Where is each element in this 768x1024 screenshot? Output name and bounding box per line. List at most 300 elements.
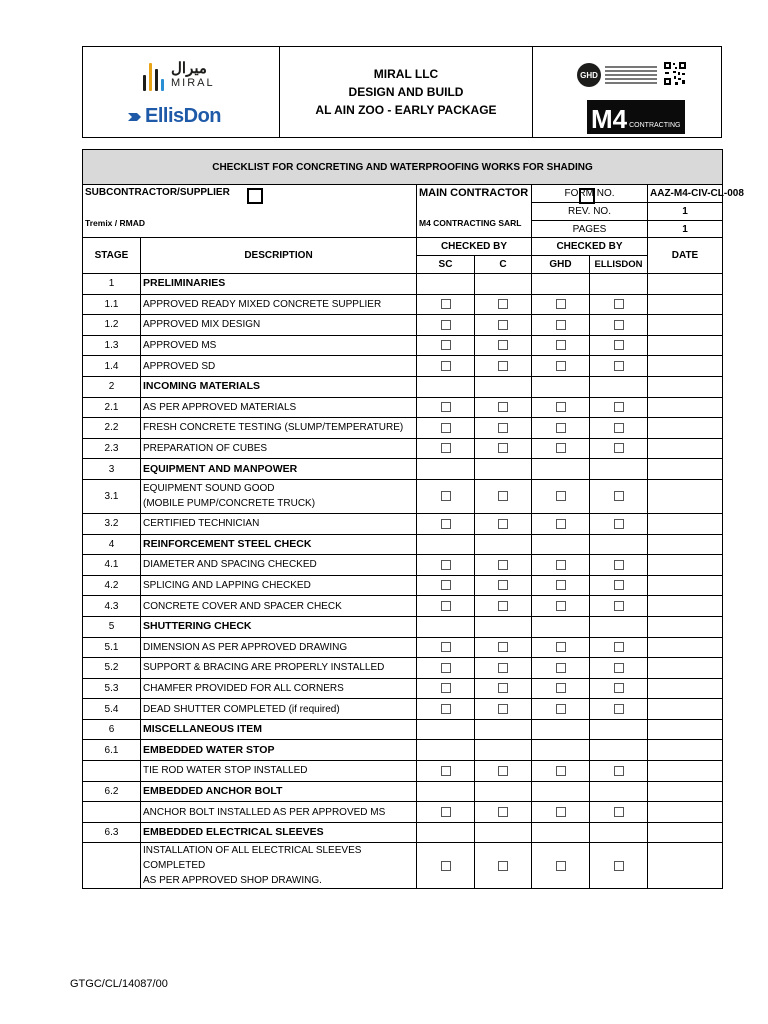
ghd-checkbox[interactable]: [556, 704, 566, 714]
checked-by-header-contractor: CHECKED BY: [417, 238, 532, 256]
row-sc-cell: [417, 637, 475, 658]
ellisdon-checkbox[interactable]: [614, 601, 624, 611]
row-ellisdon-cell: [590, 459, 648, 480]
row-c-cell: [475, 438, 532, 459]
row-stage: 6.2: [83, 781, 141, 802]
row-ghd-cell: [532, 637, 590, 658]
row-ellisdon-cell: [590, 315, 648, 336]
row-ellisdon-cell: [590, 479, 648, 513]
section-row: [83, 740, 723, 761]
main-contractor-checkbox[interactable]: [579, 188, 595, 204]
ellisdon-checkbox[interactable]: [614, 861, 624, 871]
row-c-cell: [475, 356, 532, 377]
sc-checkbox[interactable]: [441, 443, 451, 453]
c-checkbox[interactable]: [498, 683, 508, 693]
row-description-cell: [141, 397, 417, 418]
row-date-cell[interactable]: [648, 274, 723, 295]
row-date-cell[interactable]: [648, 376, 723, 397]
checklist-row: [83, 843, 723, 889]
row-sc-cell: [417, 699, 475, 720]
ellisdon-checkbox[interactable]: [614, 340, 624, 350]
row-description-cell: [141, 294, 417, 315]
row-ghd-cell: [532, 761, 590, 782]
ghd-checkbox[interactable]: [556, 340, 566, 350]
main-contractor-cell: [417, 185, 532, 238]
row-ghd-cell: [532, 740, 590, 761]
section-row: [83, 719, 723, 740]
m4-logo-subtext: CONTRACTING: [629, 122, 681, 129]
row-ellisdon-cell: [590, 438, 648, 459]
ellisdon-checkbox[interactable]: [614, 402, 624, 412]
c-checkbox[interactable]: [498, 299, 508, 309]
row-stage: 2.2: [83, 418, 141, 439]
c-checkbox[interactable]: [498, 766, 508, 776]
main-contractor-value: M4 CONTRACTING SARL: [419, 218, 522, 228]
ellisdon-checkbox[interactable]: [614, 766, 624, 776]
row-c-cell: [475, 740, 532, 761]
stage-header: STAGE: [83, 238, 141, 274]
row-description-cell: [141, 719, 417, 740]
row-sc-cell: [417, 397, 475, 418]
row-date-cell[interactable]: [648, 575, 723, 596]
ghd-checkbox[interactable]: [556, 601, 566, 611]
company-division: DESIGN AND BUILD: [348, 85, 464, 99]
row-ellisdon-cell: [590, 418, 648, 439]
row-stage: 1.3: [83, 335, 141, 356]
ghd-checkbox[interactable]: [556, 560, 566, 570]
row-sc-cell: [417, 294, 475, 315]
sc-checkbox[interactable]: [441, 423, 451, 433]
row-date-cell[interactable]: [648, 294, 723, 315]
row-description: EMBEDDED ELECTRICAL SLEEVES: [143, 826, 324, 839]
sc-checkbox[interactable]: [441, 491, 451, 501]
row-description: CHAMFER PROVIDED FOR ALL CORNERS: [143, 682, 344, 694]
checklist-row: [83, 555, 723, 576]
ghd-checkbox[interactable]: [556, 642, 566, 652]
row-ellisdon-cell: [590, 802, 648, 823]
row-description-cell: [141, 699, 417, 720]
c-checkbox[interactable]: [498, 704, 508, 714]
row-ghd-cell: [532, 616, 590, 637]
section-row: [83, 274, 723, 295]
info-row-1: [83, 185, 723, 203]
row-date-cell[interactable]: [648, 616, 723, 637]
sc-checkbox[interactable]: [441, 519, 451, 529]
miral-english-text: MIRAL: [171, 77, 215, 89]
row-stage: 6.1: [83, 740, 141, 761]
row-description-line2: AS PER APPROVED SHOP DRAWING.: [143, 875, 322, 887]
ellisdon-checkbox[interactable]: [614, 361, 624, 371]
row-date-cell[interactable]: [648, 637, 723, 658]
ellisdon-checkbox[interactable]: [614, 423, 624, 433]
document-code: GTGC/CL/14087/00: [70, 978, 168, 990]
c-checkbox[interactable]: [498, 560, 508, 570]
row-date-cell[interactable]: [648, 459, 723, 480]
sc-checkbox[interactable]: [441, 601, 451, 611]
checklist-row: [83, 438, 723, 459]
client-logos: [83, 47, 280, 137]
row-ghd-cell: [532, 596, 590, 617]
subcontractor-cell: [83, 185, 417, 238]
row-description: PREPARATION OF CUBES: [143, 443, 268, 455]
row-sc-cell: [417, 356, 475, 377]
company-name: MIRAL LLC: [373, 67, 439, 81]
ghd-checkbox[interactable]: [556, 807, 566, 817]
c-checkbox[interactable]: [498, 491, 508, 501]
row-c-cell: [475, 335, 532, 356]
row-sc-cell: [417, 843, 475, 889]
checklist-row: [83, 637, 723, 658]
ghd-checkbox[interactable]: [556, 861, 566, 871]
row-description-cell: [141, 335, 417, 356]
row-date-cell[interactable]: [648, 397, 723, 418]
ellisdon-header: ELLISDON: [590, 256, 648, 274]
row-description: ANCHOR BOLT INSTALLED AS PER APPROVED MS: [143, 806, 386, 818]
ellisdon-checkbox[interactable]: [614, 519, 624, 529]
row-description-cell: [141, 513, 417, 534]
row-stage: 4.2: [83, 575, 141, 596]
row-stage: 2.3: [83, 438, 141, 459]
row-date-cell[interactable]: [648, 740, 723, 761]
row-stage: [83, 843, 141, 889]
ghd-checkbox[interactable]: [556, 766, 566, 776]
row-date-cell[interactable]: [648, 802, 723, 823]
sc-checkbox[interactable]: [441, 560, 451, 570]
company-info: [280, 47, 533, 137]
sc-checkbox[interactable]: [441, 807, 451, 817]
checklist-table: [82, 149, 744, 889]
row-sc-cell: [417, 678, 475, 699]
row-stage: 5.4: [83, 699, 141, 720]
date-header: DATE: [648, 238, 723, 274]
row-sc-cell: [417, 555, 475, 576]
row-ghd-cell: [532, 438, 590, 459]
row-ghd-cell: [532, 781, 590, 802]
row-description-cell: [141, 843, 417, 889]
row-description-cell: [141, 658, 417, 679]
ghd-checkbox[interactable]: [556, 299, 566, 309]
row-ellisdon-cell: [590, 513, 648, 534]
row-description-cell: [141, 596, 417, 617]
description-header: DESCRIPTION: [141, 238, 417, 274]
row-ellisdon-cell: [590, 534, 648, 555]
row-description: CONCRETE COVER AND SPACER CHECK: [143, 600, 342, 612]
sc-checkbox[interactable]: [441, 299, 451, 309]
row-date-cell[interactable]: [648, 315, 723, 336]
section-row: [83, 376, 723, 397]
row-date-cell[interactable]: [648, 678, 723, 699]
row-stage: 5.2: [83, 658, 141, 679]
row-description-cell: [141, 459, 417, 480]
row-c-cell: [475, 376, 532, 397]
sc-checkbox[interactable]: [441, 580, 451, 590]
row-date-cell[interactable]: [648, 658, 723, 679]
ellisdon-checkbox[interactable]: [614, 560, 624, 570]
miral-mark-icon: [143, 61, 165, 91]
ghd-checkbox[interactable]: [556, 320, 566, 330]
c-checkbox[interactable]: [498, 320, 508, 330]
row-c-cell: [475, 479, 532, 513]
section-row: [83, 459, 723, 480]
row-sc-cell: [417, 534, 475, 555]
row-stage: 5.3: [83, 678, 141, 699]
row-stage: 4.3: [83, 596, 141, 617]
row-ghd-cell: [532, 397, 590, 418]
section-row: [83, 616, 723, 637]
c-checkbox[interactable]: [498, 443, 508, 453]
row-sc-cell: [417, 315, 475, 336]
row-description: SHUTTERING CHECK: [143, 620, 252, 633]
row-sc-cell: [417, 513, 475, 534]
row-stage: 6: [83, 719, 141, 740]
row-sc-cell: [417, 616, 475, 637]
checklist-row: [83, 575, 723, 596]
document-header: [82, 46, 722, 138]
column-header-row-1: [83, 238, 723, 256]
ellisdon-checkbox[interactable]: [614, 491, 624, 501]
c-checkbox[interactable]: [498, 601, 508, 611]
row-date-cell[interactable]: [648, 781, 723, 802]
row-stage: 3: [83, 459, 141, 480]
checklist-row: [83, 479, 723, 513]
c-checkbox[interactable]: [498, 580, 508, 590]
ghd-checkbox[interactable]: [556, 580, 566, 590]
row-date-cell[interactable]: [648, 534, 723, 555]
ellisdon-checkbox[interactable]: [614, 299, 624, 309]
sc-checkbox[interactable]: [441, 663, 451, 673]
row-sc-cell: [417, 781, 475, 802]
row-c-cell: [475, 781, 532, 802]
ellisdon-checkbox[interactable]: [614, 580, 624, 590]
ghd-checkbox[interactable]: [556, 491, 566, 501]
row-c-cell: [475, 534, 532, 555]
checklist-row: [83, 335, 723, 356]
ghd-checkbox[interactable]: [556, 361, 566, 371]
ellisdon-checkbox[interactable]: [614, 443, 624, 453]
row-description: INSTALLATION OF ALL ELECTRICAL SLEEVES COMPLETED: [143, 845, 362, 872]
pages-value: 1: [648, 221, 723, 238]
row-date-cell[interactable]: [648, 356, 723, 377]
ghd-mark: GHD: [577, 63, 601, 87]
row-c-cell: [475, 637, 532, 658]
row-stage: [83, 761, 141, 782]
subcontractor-value: Tremix / RMAD: [85, 218, 145, 228]
row-stage: 5: [83, 616, 141, 637]
ellisdon-checkbox[interactable]: [614, 704, 624, 714]
sc-checkbox[interactable]: [441, 861, 451, 871]
row-c-cell: [475, 294, 532, 315]
project-name: AL AIN ZOO - EARLY PACKAGE: [315, 103, 497, 117]
row-ellisdon-cell: [590, 678, 648, 699]
sc-checkbox[interactable]: [441, 683, 451, 693]
row-description-cell: [141, 376, 417, 397]
c-checkbox[interactable]: [498, 423, 508, 433]
row-ellisdon-cell: [590, 616, 648, 637]
row-ghd-cell: [532, 678, 590, 699]
row-c-cell: [475, 843, 532, 889]
ghd-logo: [577, 63, 657, 87]
row-sc-cell: [417, 822, 475, 843]
ghd-header: GHD: [532, 256, 590, 274]
row-ellisdon-cell: [590, 555, 648, 576]
ghd-checkbox[interactable]: [556, 402, 566, 412]
row-description: APPROVED MIX DESIGN: [143, 319, 261, 331]
row-c-cell: [475, 459, 532, 480]
row-sc-cell: [417, 459, 475, 480]
c-checkbox[interactable]: [498, 361, 508, 371]
row-description-cell: [141, 274, 417, 295]
row-stage: 1.4: [83, 356, 141, 377]
ellisdon-checkbox[interactable]: [614, 320, 624, 330]
row-ghd-cell: [532, 699, 590, 720]
row-description: APPROVED SD: [143, 360, 216, 372]
row-c-cell: [475, 616, 532, 637]
row-description: DEAD SHUTTER COMPLETED (if required): [143, 703, 340, 715]
checklist-row: [83, 513, 723, 534]
row-description-cell: [141, 822, 417, 843]
row-stage: 4: [83, 534, 141, 555]
ghd-checkbox[interactable]: [556, 443, 566, 453]
subcontractor-checkbox[interactable]: [247, 188, 263, 204]
row-ghd-cell: [532, 802, 590, 823]
row-description: SPLICING AND LAPPING CHECKED: [143, 580, 311, 592]
section-row: [83, 822, 723, 843]
row-description: DIMENSION AS PER APPROVED DRAWING: [143, 641, 348, 653]
row-c-cell: [475, 678, 532, 699]
row-description: EMBEDDED WATER STOP: [143, 743, 275, 756]
sc-checkbox[interactable]: [441, 361, 451, 371]
row-ghd-cell: [532, 294, 590, 315]
c-checkbox[interactable]: [498, 519, 508, 529]
row-description-cell: [141, 802, 417, 823]
row-ghd-cell: [532, 822, 590, 843]
ghd-checkbox[interactable]: [556, 663, 566, 673]
row-description: MISCELLANEOUS ITEM: [143, 723, 263, 736]
row-description-cell: [141, 356, 417, 377]
row-c-cell: [475, 719, 532, 740]
row-description-cell: [141, 781, 417, 802]
row-stage: 3.2: [83, 513, 141, 534]
sc-checkbox[interactable]: [441, 766, 451, 776]
row-c-cell: [475, 513, 532, 534]
ellisdon-checkbox[interactable]: [614, 642, 624, 652]
row-ghd-cell: [532, 274, 590, 295]
row-description-cell: [141, 740, 417, 761]
row-date-cell[interactable]: [648, 555, 723, 576]
row-date-cell[interactable]: [648, 335, 723, 356]
row-date-cell[interactable]: [648, 596, 723, 617]
row-date-cell[interactable]: [648, 719, 723, 740]
ghd-checkbox[interactable]: [556, 683, 566, 693]
row-date-cell[interactable]: [648, 418, 723, 439]
checked-by-header-consultant: CHECKED BY: [532, 238, 648, 256]
ellisdon-checkbox[interactable]: [614, 663, 624, 673]
sc-checkbox[interactable]: [441, 402, 451, 412]
rev-no-value: 1: [648, 203, 723, 221]
row-date-cell[interactable]: [648, 479, 723, 513]
row-ghd-cell: [532, 513, 590, 534]
row-ellisdon-cell: [590, 274, 648, 295]
row-date-cell[interactable]: [648, 699, 723, 720]
c-checkbox[interactable]: [498, 807, 508, 817]
c-checkbox[interactable]: [498, 642, 508, 652]
row-ellisdon-cell: [590, 658, 648, 679]
sc-checkbox[interactable]: [441, 340, 451, 350]
row-sc-cell: [417, 719, 475, 740]
row-stage: 5.1: [83, 637, 141, 658]
ellisdon-text: EllisDon: [145, 105, 222, 127]
ellisdon-checkbox[interactable]: [614, 807, 624, 817]
row-sc-cell: [417, 479, 475, 513]
row-stage: 1.2: [83, 315, 141, 336]
checklist-row: [83, 678, 723, 699]
form-no-value: AAZ-M4-CIV-CL-008: [648, 185, 723, 203]
row-c-cell: [475, 802, 532, 823]
sc-checkbox[interactable]: [441, 704, 451, 714]
row-ghd-cell: [532, 376, 590, 397]
row-description: FRESH CONCRETE TESTING (SLUMP/TEMPERATURE): [143, 422, 404, 434]
row-description: REINFORCEMENT STEEL CHECK: [143, 537, 312, 550]
row-sc-cell: [417, 274, 475, 295]
row-date-cell[interactable]: [648, 761, 723, 782]
ellisdon-checkbox[interactable]: [614, 683, 624, 693]
row-ellisdon-cell: [590, 356, 648, 377]
ghd-checkbox[interactable]: [556, 423, 566, 433]
section-row: [83, 534, 723, 555]
sc-checkbox[interactable]: [441, 320, 451, 330]
c-checkbox[interactable]: [498, 663, 508, 673]
checklist-title: CHECKLIST FOR CONCRETING AND WATERPROOFING WORKS FOR SHADING: [83, 150, 723, 185]
row-date-cell[interactable]: [648, 438, 723, 459]
row-sc-cell: [417, 376, 475, 397]
checklist-row: [83, 397, 723, 418]
row-description: EMBEDDED ANCHOR BOLT: [143, 784, 283, 797]
row-description: APPROVED MS: [143, 340, 217, 352]
c-checkbox[interactable]: [498, 340, 508, 350]
row-description: EQUIPMENT SOUND GOOD: [143, 483, 275, 495]
row-description-cell: [141, 555, 417, 576]
row-description-cell: [141, 575, 417, 596]
row-stage: 1: [83, 274, 141, 295]
checklist-row: [83, 418, 723, 439]
row-ghd-cell: [532, 459, 590, 480]
sc-checkbox[interactable]: [441, 642, 451, 652]
miral-arabic-text: ميرال: [171, 60, 207, 77]
row-description-cell: [141, 637, 417, 658]
row-ghd-cell: [532, 575, 590, 596]
row-date-cell[interactable]: [648, 822, 723, 843]
row-date-cell[interactable]: [648, 513, 723, 534]
row-description-cell: [141, 438, 417, 459]
c-checkbox[interactable]: [498, 402, 508, 412]
row-date-cell[interactable]: [648, 843, 723, 889]
row-stage: 6.3: [83, 822, 141, 843]
ghd-checkbox[interactable]: [556, 519, 566, 529]
checklist-row: [83, 356, 723, 377]
checklist-row: [83, 315, 723, 336]
row-ghd-cell: [532, 534, 590, 555]
row-description: PRELIMINARIES: [143, 277, 226, 290]
row-sc-cell: [417, 575, 475, 596]
row-description-cell: [141, 315, 417, 336]
form-no-label: FORM NO.: [532, 185, 648, 203]
row-stage: 2.1: [83, 397, 141, 418]
row-description-cell: [141, 678, 417, 699]
row-stage: [83, 802, 141, 823]
row-description: TIE ROD WATER STOP INSTALLED: [143, 765, 308, 777]
qr-code-icon: [663, 61, 687, 87]
c-checkbox[interactable]: [498, 861, 508, 871]
